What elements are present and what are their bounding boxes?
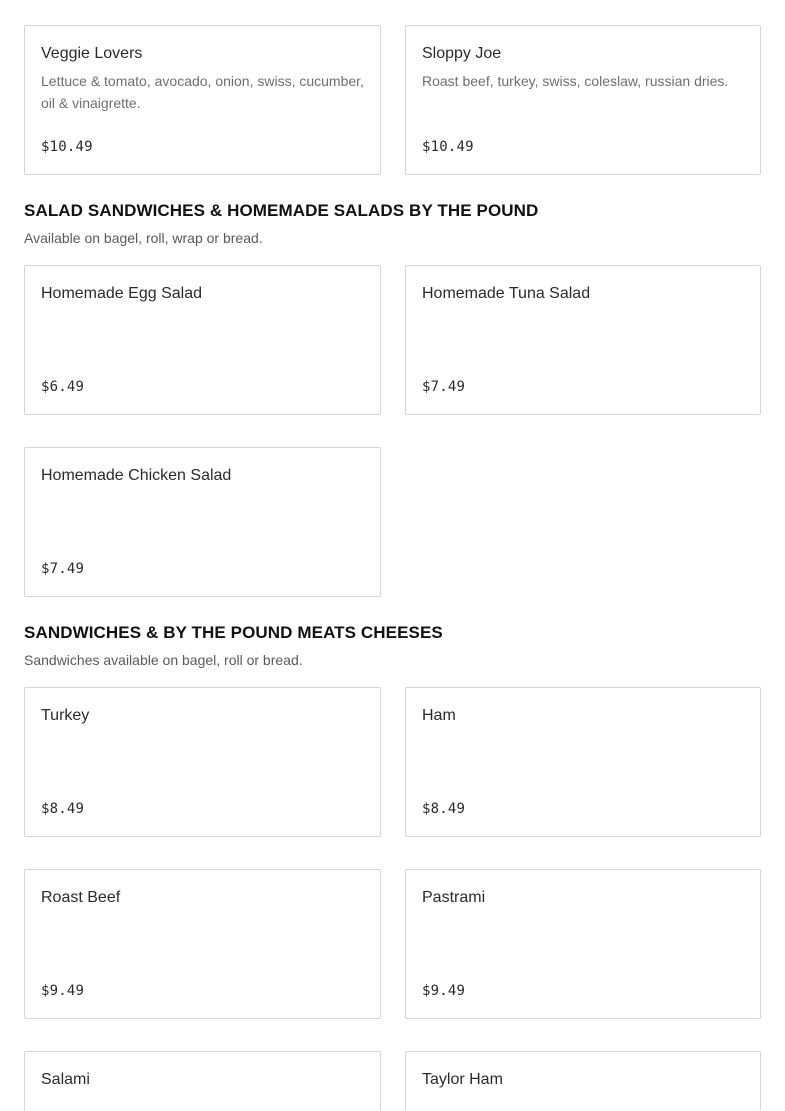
menu-item-name: Homemade Chicken Salad xyxy=(41,467,232,484)
menu-item-card[interactable] xyxy=(405,1051,761,1111)
menu-item-price: $7.49 xyxy=(422,379,466,395)
menu-item-name: Salami xyxy=(41,1071,90,1088)
menu-item-name: Veggie Lovers xyxy=(41,45,143,62)
menu-item-price: $9.49 xyxy=(422,983,466,999)
menu-item-card[interactable] xyxy=(24,447,381,597)
menu-item-description: Lettuce & tomato, avocado, onion, swiss, cucumber, oil & vinaigrette. xyxy=(41,73,364,111)
menu-item-card[interactable] xyxy=(405,869,761,1019)
menu-item-description: Roast beef, turkey, swiss, coleslaw, russian dries. xyxy=(422,73,729,89)
menu-item-name: Turkey xyxy=(41,707,90,724)
menu-item-card[interactable] xyxy=(24,265,381,415)
menu-item-card[interactable] xyxy=(24,687,381,837)
section-subtitle: Available on bagel, roll, wrap or bread. xyxy=(24,230,263,246)
section-title: SANDWICHES & BY THE POUND MEATS CHEESES xyxy=(24,623,443,642)
menu-item-card[interactable] xyxy=(405,25,761,175)
menu-item-name: Roast Beef xyxy=(41,889,121,906)
menu-item-price: $7.49 xyxy=(41,561,85,577)
menu-item-name: Homemade Tuna Salad xyxy=(422,285,591,302)
menu-item-card[interactable] xyxy=(24,869,381,1019)
menu-item-price: $10.49 xyxy=(422,139,474,155)
section-subtitle: Sandwiches available on bagel, roll or bread. xyxy=(24,652,303,668)
menu-item-name: Ham xyxy=(422,707,456,724)
menu-item-price: $9.49 xyxy=(41,983,85,999)
menu-item-name: Sloppy Joe xyxy=(422,45,502,62)
menu-item-card[interactable] xyxy=(405,687,761,837)
menu-item-name: Homemade Egg Salad xyxy=(41,285,202,302)
menu-item-card[interactable] xyxy=(24,1051,381,1111)
menu-item-card[interactable] xyxy=(24,25,381,175)
menu-item-card[interactable] xyxy=(405,265,761,415)
menu-item-price: $10.49 xyxy=(41,139,93,155)
section-title: SALAD SANDWICHES & HOMEMADE SALADS BY THE POUND xyxy=(24,201,539,220)
menu-item-name: Pastrami xyxy=(422,889,486,906)
menu-item-name: Taylor Ham xyxy=(422,1071,503,1088)
menu-item-price: $8.49 xyxy=(422,801,466,817)
menu-item-price: $6.49 xyxy=(41,379,85,395)
menu-item-price: $8.49 xyxy=(41,801,85,817)
